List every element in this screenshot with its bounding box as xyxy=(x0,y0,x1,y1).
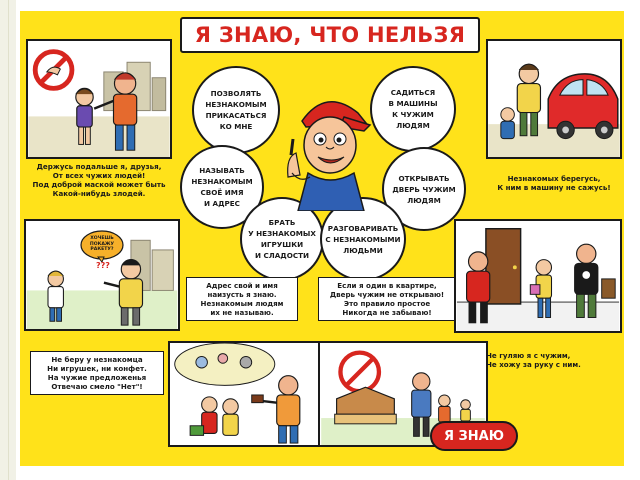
panel-gifts xyxy=(168,341,320,447)
i-know-label: Я ЗНАЮ xyxy=(444,428,504,444)
caption-gifts: Не беру у незнакомца Ни игрушек, ни конфет. На чужие предложенья Отвечаю смело "Нет"! xyxy=(30,351,164,395)
caption-walk: Не гуляю я с чужим, Не хожу за руку с ним. xyxy=(486,351,581,369)
i-know-badge xyxy=(430,421,518,451)
title-banner xyxy=(180,17,480,53)
panel-door xyxy=(454,219,622,333)
gifts-illustration xyxy=(170,343,318,445)
car-illustration xyxy=(488,41,620,157)
panel-car xyxy=(486,39,622,159)
bubble-toys: БРАТЬ У НЕЗНАКОМЫХ ИГРУШКИ И СЛАДОСТИ xyxy=(240,197,324,281)
safety-poster xyxy=(20,11,624,466)
panel-stranger-touch xyxy=(26,39,172,159)
mascot-boy-icon xyxy=(278,81,374,211)
door-icon xyxy=(456,221,620,331)
bubble-name: НАЗЫВАТЬ НЕЗНАКОМЫМ СВОЁ ИМЯ И АДРЕС xyxy=(180,145,264,229)
caption-distance: Держусь подальше я, друзья, От всех чужих людей! Под доброй маской может быть Какой-нибудь злодей. xyxy=(32,162,166,198)
caption-door: Если я один в квартире, Дверь чужим не открываю! Это правило простое Никогда не забываю! xyxy=(318,277,456,321)
slide-margin xyxy=(0,0,16,480)
bubble-talk: РАЗГОВАРИВАТЬ С НЕЗНАКОМЫМИ ЛЮДЬМИ xyxy=(320,197,406,281)
rocket-question-mark: ??? xyxy=(96,261,110,270)
stranger-touch-illustration xyxy=(28,41,170,157)
bubble-touch: ПОЗВОЛЯТЬ НЕЗНАКОМЫМ ПРИКАСАТЬСЯ КО МНЕ xyxy=(192,66,280,154)
bubble-door: ОТКРЫВАТЬ ДВЕРЬ ЧУЖИМ ЛЮДЯМ xyxy=(382,147,466,231)
caption-address: Адрес свой и имя наизусть я знаю. Незнакомым людям их не называю. xyxy=(186,277,298,321)
bubble-car: САДИТЬСЯ В МАШИНЫ К ЧУЖИМ ЛЮДЯМ xyxy=(370,66,456,152)
poster-title: Я ЗНАЮ, ЧТО НЕЛЬЗЯ xyxy=(194,23,466,47)
caption-car: Незнакомых берегусь, К ним в машину не сажусь! xyxy=(497,174,611,192)
rocket-speech-bubble: ХОЧЕШЬ ПОКАЖУ РАКЕТУ? xyxy=(80,230,124,262)
